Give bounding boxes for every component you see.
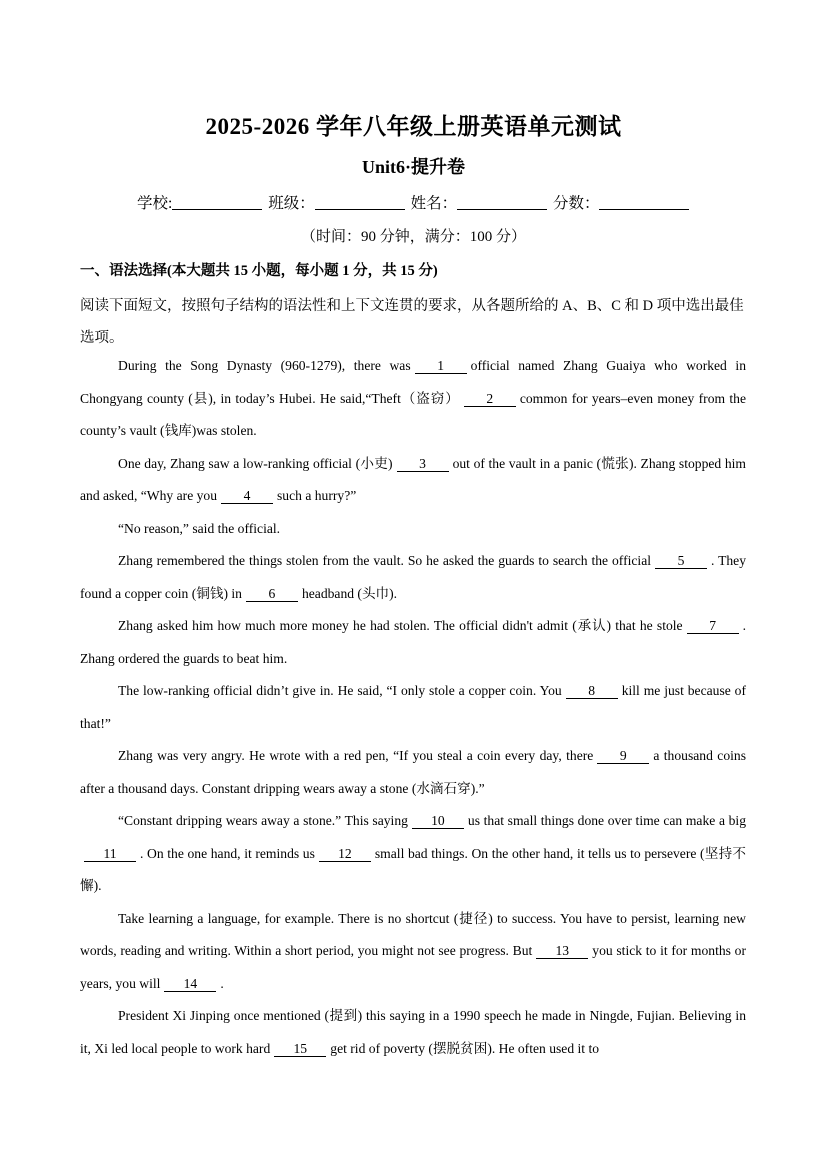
school-blank[interactable]	[172, 195, 262, 210]
passage-paragraph	[80, 350, 746, 448]
section-instruction: 阅读下面短文，按照句子结构的语法性和上下文连贯的要求，从各题所给的 A、B、C 和 D 项中选出最佳选项。	[80, 298, 744, 346]
passage-text: small bad things. On the other hand, it tells us to persevere (坚持不懈).	[80, 845, 747, 893]
passage-text: a thousand coins after a thousand days. Constant dripping wears away a stone (水滴石穿).”	[80, 748, 746, 796]
school-label: 学校:	[137, 195, 173, 212]
passage-text: headband (头巾).	[301, 585, 398, 601]
passage-text: . On the one hand, it reminds us	[140, 845, 315, 861]
passage-text: President Xi Jinping once mentioned (提到) this saying in a 1990 speech he made in Ningde, Fujian. Believing in it, Xi led local people to work hard	[80, 1008, 746, 1056]
class-label: 班级：	[268, 195, 315, 212]
score-label: 分数：	[552, 195, 600, 212]
passage-paragraph	[80, 675, 746, 740]
answer-blank[interactable]: 3	[397, 456, 449, 472]
answer-blank[interactable]: 7	[687, 618, 739, 634]
reading-passage	[80, 350, 746, 1065]
passage-paragraph	[80, 513, 746, 546]
answer-blank[interactable]: 9	[597, 748, 649, 764]
passage-text: such a hurry?”	[277, 488, 357, 503]
passage-paragraph	[80, 903, 746, 1001]
answer-blank[interactable]: 5	[655, 553, 707, 569]
class-blank[interactable]	[315, 195, 405, 210]
passage-text: “Constant dripping wears away a stone.” This saying	[118, 813, 408, 828]
answer-blank[interactable]: 14	[164, 976, 216, 992]
page-title: 2025-2026 学年八年级上册英语单元测试	[205, 114, 622, 139]
answer-blank[interactable]: 6	[246, 586, 298, 602]
passage-text: us that small things done over time can make a big	[467, 813, 746, 828]
passage-text: get rid of poverty (摆脱贫困). He often used it to	[330, 1040, 600, 1056]
passage-paragraph	[80, 448, 746, 513]
passage-text: Zhang was very angry. He wrote with a red pen, “If you steal a coin every day, there	[118, 748, 594, 763]
answer-blank[interactable]: 12	[319, 846, 371, 862]
passage-text: . They found a copper coin (铜钱) in	[80, 553, 747, 601]
passage-text: . Zhang ordered the guards to beat him.	[80, 618, 746, 666]
passage-text: .	[220, 975, 224, 991]
passage-text: “No reason,” said the official.	[118, 520, 281, 536]
answer-blank[interactable]: 1	[415, 358, 467, 374]
name-blank[interactable]	[457, 195, 547, 210]
passage-text: The low-ranking official didn’t give in. He said, “I only stole a copper coin. You	[118, 683, 562, 698]
answer-blank[interactable]: 2	[464, 391, 516, 407]
passage-text: Zhang asked him how much more money he had stolen. The official didn't admit (承认) that he stole	[118, 618, 683, 633]
section-heading: 一、语法选择(本大题共 15 小题，每小题 1 分，共 15 分)	[80, 263, 438, 279]
passage-text: you stick to it for months or years, you will	[80, 943, 746, 991]
time-note: （时间：90 分钟，满分：100 分）	[300, 229, 526, 245]
passage-text: common for years–even money from the county’s vault (钱库)was stolen.	[80, 390, 746, 438]
page-subtitle: Unit6·提升卷	[361, 157, 465, 177]
student-info-line	[137, 191, 691, 213]
passage-text: During the Song Dynasty (960-1279), there was	[118, 358, 411, 373]
passage-paragraph	[80, 545, 746, 610]
answer-blank[interactable]: 10	[412, 813, 464, 829]
name-label: 姓名：	[410, 195, 458, 212]
passage-text: Take learning a language, for example. There is no shortcut (捷径) to success. You have to persist, learning new words, reading and writing. Within a short period, you might not see progress. But	[80, 910, 746, 958]
answer-blank[interactable]: 13	[536, 943, 588, 959]
answer-blank[interactable]: 11	[84, 846, 136, 862]
answer-blank[interactable]: 15	[274, 1041, 326, 1057]
passage-text: kill me just because of that!”	[80, 683, 747, 731]
answer-blank[interactable]: 4	[221, 488, 273, 504]
passage-text: Zhang remembered the things stolen from the vault. So he asked the guards to search the official	[118, 553, 652, 568]
passage-text: official named Zhang Guaiya who worked in Chongyang county (县), in today’s Hubei. He said,“Theft（盗窃）	[80, 358, 746, 406]
passage-paragraph	[80, 610, 746, 675]
score-blank[interactable]	[599, 195, 689, 210]
passage-paragraph	[80, 805, 746, 903]
passage-paragraph	[80, 1000, 746, 1065]
passage-text: out of the vault in a panic (慌张). Zhang stopped him and asked, “Why are you	[80, 455, 746, 503]
passage-paragraph	[80, 740, 746, 805]
passage-text: One day, Zhang saw a low-ranking official (小吏)	[118, 455, 393, 471]
answer-blank[interactable]: 8	[566, 683, 618, 699]
